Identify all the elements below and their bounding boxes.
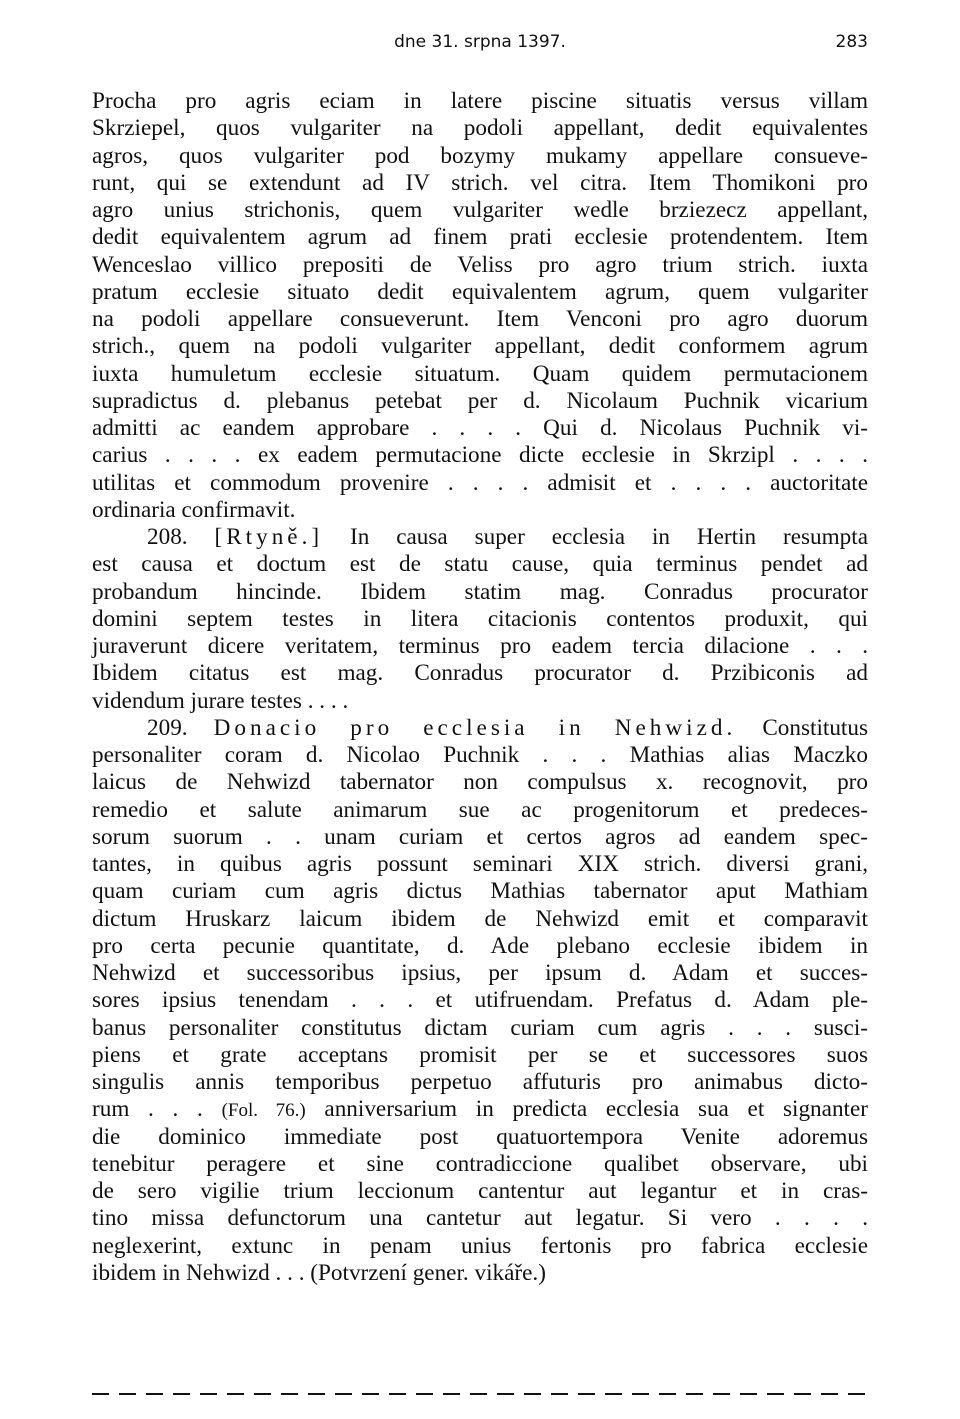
text-line: domini septem testes in litera citacionis contentos produxit, qui (92, 605, 868, 632)
text-line: personaliter coram d. Nicolao Puchnik . . . Mathias alias Maczko (92, 742, 868, 768)
entry-209-line (92, 715, 868, 742)
text-line: neglexerint, extunc in penam unius fertonis pro fabrica ecclesie (92, 1232, 868, 1259)
text-line: singulis annis temporibus perpetuo affuturis pro animabus dicto- (92, 1069, 868, 1095)
text-line: Wenceslao villico prepositi de Veliss pro agro trium strich. iuxta (92, 251, 868, 278)
entry-heading: [Rtyně.] (214, 524, 324, 550)
running-head (92, 30, 868, 60)
text-line: sorum suorum . . unam curiam et certos agros ad eandem spec- (92, 823, 868, 850)
text-line: tenebitur peragere et sine contradiccione qualibet observare, ubi (92, 1150, 868, 1177)
text-line: agros, quos vulgariter pod bozymy mukamy appellare consueve- (92, 142, 868, 169)
text-line: sores ipsius tenendam . . . et utifruendam. Prefatus d. Adam ple- (92, 987, 868, 1014)
text-line: strich., quem na podoli vulgariter appellant, dedit conformem agrum (92, 333, 868, 360)
text-line: ordinaria confirmavit. (92, 496, 296, 523)
text-line: tantes, in quibus agris possunt seminari XIX strich. diversi grani, (92, 851, 868, 877)
text-line: pratum ecclesie situato dedit equivalentem agrum, quem vulgariter (92, 278, 868, 305)
text-line: Procha pro agris eciam in latere piscine situatis versus villam (92, 88, 868, 114)
text-line: die dominico immediate post quatuortempora Venite adoremus (92, 1123, 868, 1150)
running-title: dne 31. srpna 1397. (394, 32, 566, 52)
text-run: rum . . . (92, 1096, 203, 1123)
text-line: est causa et doctum est de statu cause, quia terminus pendet ad (92, 551, 868, 578)
text-line: carius . . . . ex eadem permutacione dicte ecclesie in Skrzipl . . . . (92, 442, 868, 469)
text-line: admitti ac eandem approbare . . . . Qui d. Nicolaus Puchnik vi- (92, 415, 868, 441)
text-line: de sero vigilie trium leccionum cantentur aut legantur et in cras- (92, 1178, 868, 1204)
text-line: dedit equivalentem agrum ad finem prati ecclesie protendentem. Item (92, 224, 868, 251)
text-line: banus personaliter constitutus dictam curiam cum agris . . . susci- (92, 1014, 868, 1041)
text-line: utilitas et commodum provenire . . . . admisit et . . . . auctoritate (92, 469, 868, 496)
entry-208-line (92, 524, 868, 551)
text-run: In causa super ecclesia in Hertin resumpta (350, 524, 868, 550)
entry-number: 208. (147, 524, 188, 550)
dashed-separator (92, 1393, 868, 1395)
text-run: Constitutus (762, 714, 868, 741)
entry-number: 209. (147, 714, 188, 741)
page-number: 283 (835, 32, 868, 52)
text-line: iuxta humuletum ecclesie situatum. Quam quidem permutacionem (92, 360, 868, 387)
text-line: Nehwizd et successoribus ipsius, per ipsum d. Adam et succes- (92, 960, 868, 986)
text-line: na podoli appellare consueverunt. Item Venconi pro agro duorum (92, 306, 868, 332)
text-line: remedio et salute animarum sue ac progenitorum et predeces- (92, 796, 868, 823)
text-line: supradictus d. plebanus petebat per d. Nicolaum Puchnik vicarium (92, 387, 868, 414)
text-line: tino missa defunctorum una cantetur aut legatur. Si vero . . . . (92, 1205, 868, 1232)
text-line: dictum Hruskarz laicum ibidem de Nehwizd emit et comparavit (92, 905, 868, 932)
folio-reference: (Fol. 76.) (221, 1100, 306, 1122)
text-line: quam curiam cum agris dictus Mathias tabernator aput Mathiam (92, 878, 868, 905)
entry-heading: Donacio pro ecclesia in Nehwizd. (213, 714, 737, 741)
text-line: juraverunt dicere veritatem, terminus pro eadem tercia dilacione . . . (92, 633, 868, 659)
text-line: agro unius strichonis, quem vulgariter wedle brziezecz appellant, (92, 197, 868, 223)
folio-line (92, 1096, 868, 1123)
text-line: ibidem in Nehwizd . . . (Potvrzení gener. vikáře.) (92, 1259, 546, 1286)
body-text (92, 88, 868, 1287)
text-line: Skrziepel, quos vulgariter na podoli appellant, dedit equivalentes (92, 115, 868, 142)
text-line: Ibidem citatus est mag. Conradus procurator d. Przibiconis ad (92, 660, 868, 687)
text-line: laicus de Nehwizd tabernator non compulsus x. recognovit, pro (92, 769, 868, 796)
text-line: pro certa pecunie quantitate, d. Ade plebano ecclesie ibidem in (92, 932, 868, 959)
text-line: videndum jurare testes . . . . (92, 687, 349, 714)
text-run: anniversarium in predicta ecclesia sua et signanter (324, 1096, 868, 1123)
text-line: runt, qui se extendunt ad IV strich. vel citra. Item Thomikoni pro (92, 169, 868, 196)
text-line: probandum hincinde. Ibidem statim mag. Conradus procurator (92, 578, 868, 605)
text-line: piens et grate acceptans promisit per se et successores suos (92, 1041, 868, 1068)
